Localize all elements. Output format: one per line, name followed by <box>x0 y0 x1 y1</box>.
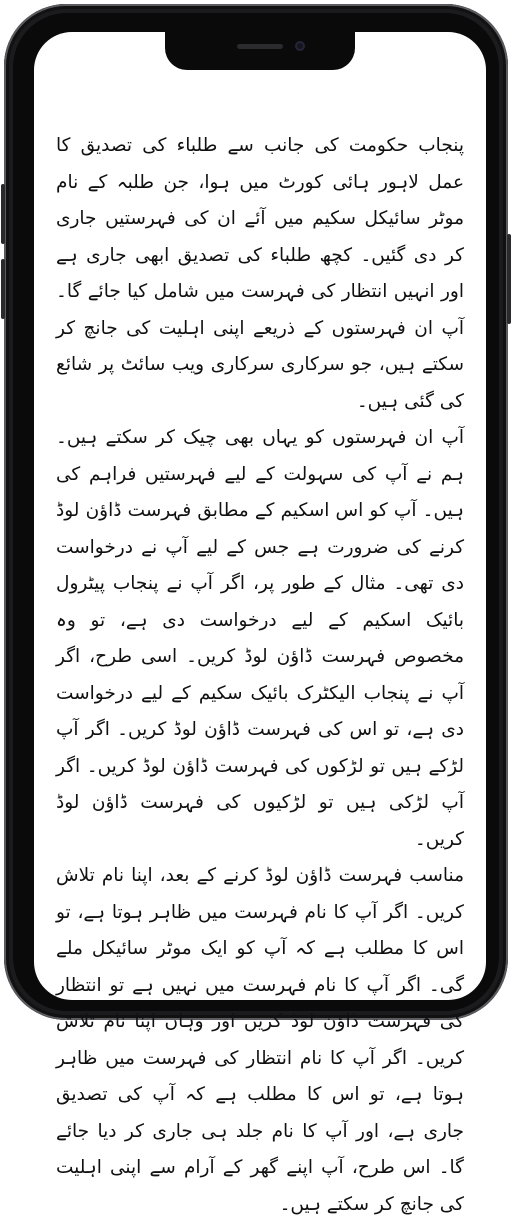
volume-button <box>1 184 5 244</box>
power-button <box>507 234 511 324</box>
camera-icon <box>295 41 305 51</box>
article-paragraph: آپ ان فہرستوں کو یہاں بھی چیک کر سکتے ہیں۔ ہم نے آپ کی سہولت کے لیے فہرستیں فراہم کی ہیں۔ آپ کو اس اسکیم کے مطابق فہرست ڈاؤن لوڈ کرنے کی ضرورت ہے جس کے لیے آپ نے درخواست دی تھی۔ مثال کے طور پر، اگر آپ نے پنجاب پیٹرول بائیک اسکیم کے لیے درخواست دی ہے، تو وہ مخصوص فہرست ڈاؤن لوڈ کریں۔ اسی طرح، اگر آپ نے پنجاب الیکٹرک بائیک سکیم کے لیے درخواست دی ہے، تو اس کی فہرست ڈاؤن لوڈ کریں۔ اگر آپ لڑکے ہیں تو لڑکوں کی فہرست ڈاؤن لوڈ کریں۔ اگر آپ لڑکی ہیں تو لڑکیوں کی فہرست ڈاؤن لوڈ کریں۔ <box>56 427 464 850</box>
article-body <box>56 128 464 1223</box>
phone-screen[interactable] <box>34 32 486 1215</box>
volume-button <box>1 259 5 319</box>
notch <box>165 30 355 70</box>
phone-frame <box>4 4 508 1215</box>
article-paragraph: مناسب فہرست ڈاؤن لوڈ کرنے کے بعد، اپنا نام تلاش کریں۔ اگر آپ کا نام فہرست میں ظاہر ہوتا ہے، تو اس کا مطلب ہے کہ آپ کو ایک موٹر سائیکل ملے گی۔ اگر آپ کا نام فہرست میں نہیں ہے تو انتظار کی فہرست ڈاؤن لوڈ کریں اور وہاں اپنا نام تلاش کریں۔ اگر آپ کا نام انتظار کی فہرست میں ظاہر ہوتا ہے، تو اس کا مطلب ہے کہ آپ کی تصدیق جاری ہے، اور آپ کا نام جلد ہی جاری کر دیا جائے گا۔ اس طرح، آپ اپنے گھر کے آرام سے اپنی اہلیت کی جانچ کر سکتے ہیں۔ <box>56 865 464 1215</box>
article-paragraph: پنجاب حکومت کی جانب سے طلباء کی تصدیق کا عمل لاہور ہائی کورٹ میں ہوا، جن طلبہ کے نام موٹر سائیکل سکیم میں آئے ان کی فہرستیں جاری کر دی گئیں۔ کچھ طلباء کی تصدیق ابھی جاری ہے اور انہیں انتظار کی فہرست میں شامل کیا جائے گا۔ آپ ان فہرستوں کے ذریعے اپنی اہلیت کی جانچ کر سکتے ہیں، جو سرکاری سرکاری ویب سائٹ پر شائع کی گئی ہیں۔ <box>56 135 464 412</box>
speaker-grille <box>237 44 283 49</box>
